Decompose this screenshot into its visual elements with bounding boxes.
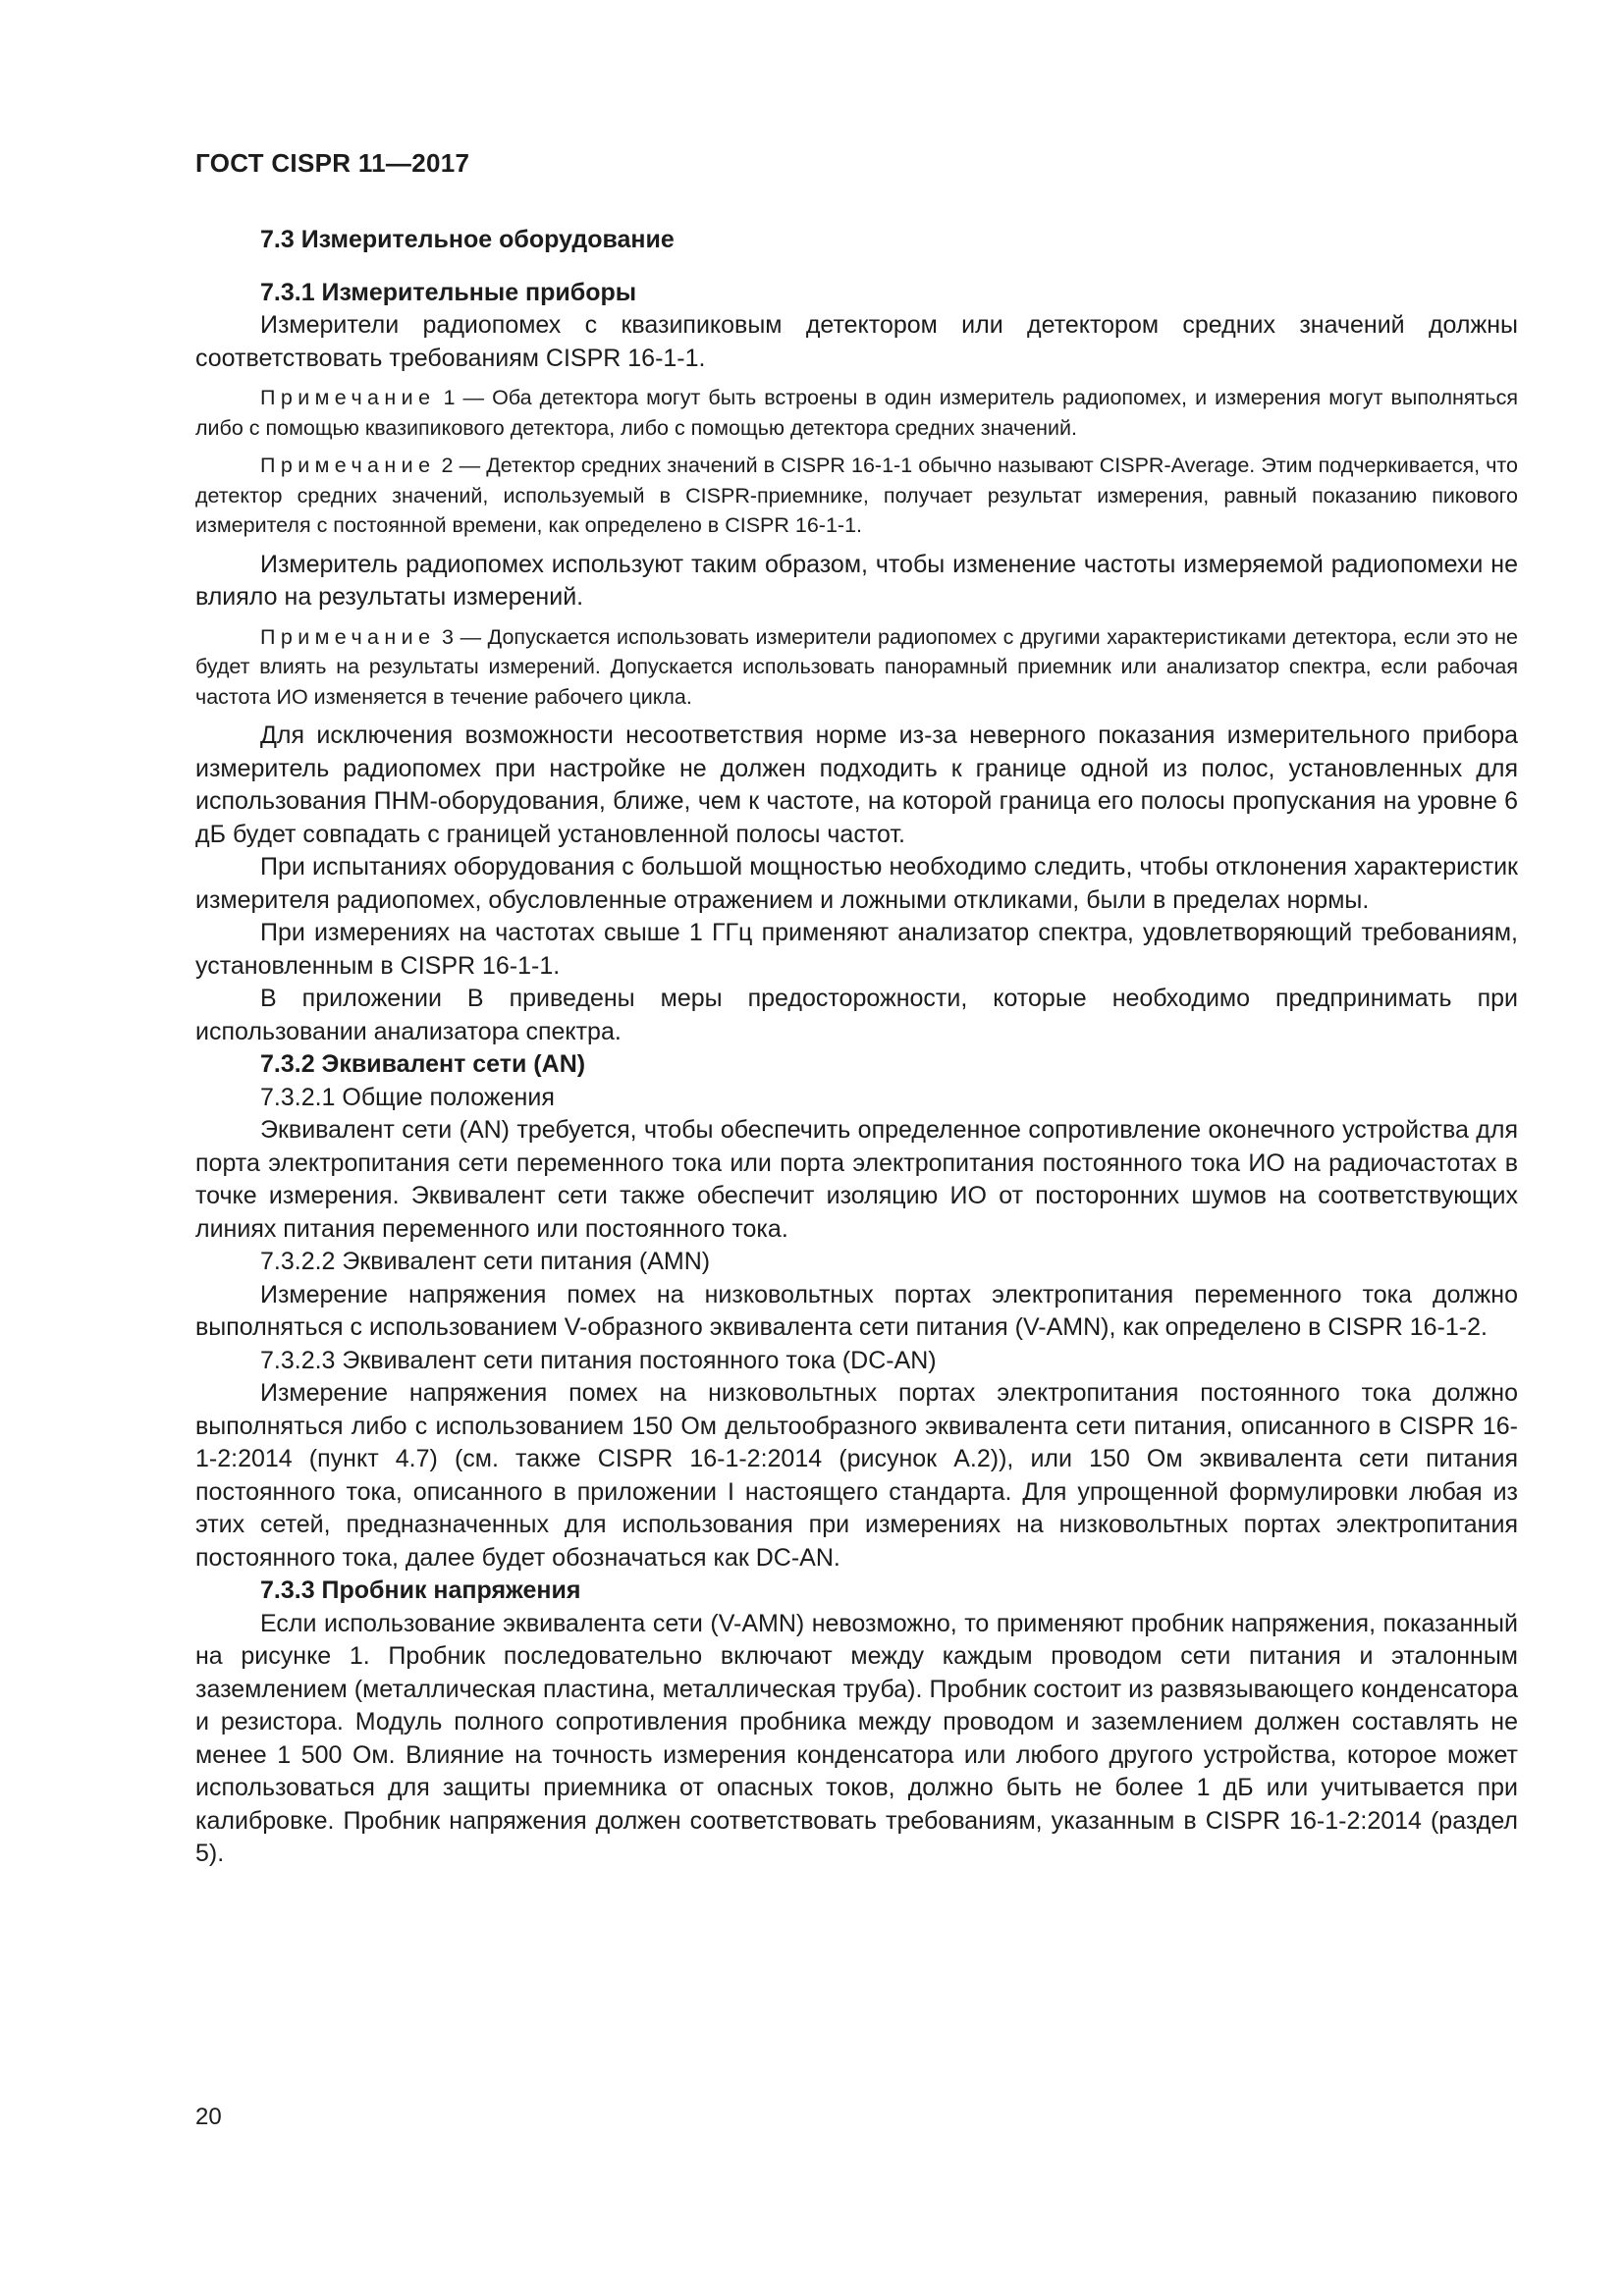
page-number: 20 xyxy=(195,2104,222,2130)
note-label: Примечание xyxy=(260,454,436,477)
subsection-heading-7-3-2-3: 7.3.2.3 Эквивалент сети питания постоянного тока (DC-AN) xyxy=(260,1346,937,1374)
document-header: ГОСТ CISPR 11—2017 xyxy=(195,148,470,178)
paragraph: Измерение напряжения помех на низковольтных портах электропитания постоянного тока должно выполняться либо с использованием 150 Ом дельтообразного эквивалента сети питания, описанного в CISPR 16-1-2:2014 (пункт 4.7) (см. также CISPR 16-1-2:2014 (рисунок А.2)), или 150 Ом эквивалента сети питания постоянного тока, описанного в приложении I настоящего стандарта. Для упрощенной формулировки любая из этих сетей, предназначенных для использования при измерениях на низковольтных портах электропитания постоянного тока, далее будет обозначаться как DC-AN. xyxy=(195,1379,1518,1572)
paragraph: Измеритель радиопомех используют таким образом, чтобы изменение частоты измеряемой радиопомехи не влияло на результаты измерений. xyxy=(195,550,1518,611)
section-heading-7-3-2: 7.3.2 Эквивалент сети (AN) xyxy=(260,1050,586,1078)
note-1 xyxy=(195,383,1518,443)
paragraph: При измерениях на частотах свыше 1 ГГц применяют анализатор спектра, удовлетворяющий требованиям, установленным в CISPR 16-1-1. xyxy=(195,919,1518,980)
section-heading-7-3-1: 7.3.1 Измерительные приборы xyxy=(260,278,637,306)
note-2 xyxy=(195,451,1518,541)
paragraph: При испытаниях оборудования с большой мощностью необходимо следить, чтобы отклонения характеристик измерителя радиопомех, обусловленные отражением и ложными откликами, были в пределах нормы. xyxy=(195,853,1518,914)
note-text: 2 — Детектор средних значений в CISPR 16-1-1 обычно называют CISPR-Average. Этим подчеркивается, что детектор средних значений, используемый в CISPR-приемнике, получает результат измерения, равный показанию пикового измерителя с постоянной времени, как определено в CISPR 16-1-1. xyxy=(195,454,1518,537)
note-3 xyxy=(195,622,1518,713)
subsection-heading-7-3-2-2: 7.3.2.2 Эквивалент сети питания (AMN) xyxy=(260,1248,711,1275)
section-heading-7-3-3: 7.3.3 Пробник напряжения xyxy=(260,1576,581,1604)
document-body xyxy=(195,224,1518,1871)
paragraph: Эквивалент сети (AN) требуется, чтобы обеспечить определенное сопротивление оконечного устройства для порта электропитания сети переменного тока или порта электропитания постоянного тока ИО на радиочастотах в точке измерения. Эквивалент сети также обеспечит изоляцию ИО от посторонних шумов на соответствующих линиях питания переменного или постоянного тока. xyxy=(195,1116,1518,1243)
section-heading-7-3: 7.3 Измерительное оборудование xyxy=(260,226,675,253)
paragraph: Если использование эквивалента сети (V-AMN) невозможно, то применяют пробник напряжения, показанный на рисунке 1. Пробник последовательно включают между каждым проводом сети питания и эталонным заземлением (металлическая пластина, металлическая труба). Пробник состоит из развязывающего конденсатора и резистора. Модуль полного сопротивления пробника между проводом и заземлением должен составлять не менее 1 500 Ом. Влияние на точность измерения конденсатора или любого другого устройства, которое может использоваться для защиты приемника от опасных токов, должно быть не более 1 дБ или учитывается при калибровке. Пробник напряжения должен соответствовать требованиям, указанным в CISPR 16-1-2:2014 (раздел 5). xyxy=(195,1609,1518,1867)
note-label: Примечание xyxy=(260,624,436,649)
note-label: Примечание xyxy=(260,386,436,409)
paragraph: Измерители радиопомех с квазипиковым детектором или детектором средних значений должны соответствовать требованиям CISPR 16-1-1. xyxy=(195,311,1518,372)
note-text: 1 — Оба детектора могут быть встроены в один измеритель радиопомех, и измерения могут выполняться либо с помощью квазипикового детектора, либо с помощью детектора средних значений. xyxy=(195,386,1518,440)
subsection-heading-7-3-2-1: 7.3.2.1 Общие положения xyxy=(260,1083,555,1111)
paragraph: В приложении В приведены меры предосторожности, которые необходимо предпринимать при использовании анализатора спектра. xyxy=(195,985,1518,1045)
paragraph: Для исключения возможности несоответствия норме из-за неверного показания измерительного прибора измеритель радиопомех при настройке не должен подходить к границе одной из полос, установленных для использования ПНМ-оборудования, ближе, чем к частоте, на которой граница его полосы пропускания на уровне 6 дБ будет совпадать с границей установленной полосы частот. xyxy=(195,721,1518,848)
note-text: 3 — Допускается использовать измерители радиопомех с другими характеристиками детектора, если это не будет влиять на результаты измерений. Допускается использовать панорамный приемник или анализатор спектра, если рабочая частота ИО изменяется в течение рабочего цикла. xyxy=(195,624,1518,709)
paragraph: Измерение напряжения помех на низковольтных портах электропитания переменного тока должно выполняться с использованием V-образного эквивалента сети питания (V-AMN), как определено в CISPR 16-1-2. xyxy=(195,1280,1518,1341)
